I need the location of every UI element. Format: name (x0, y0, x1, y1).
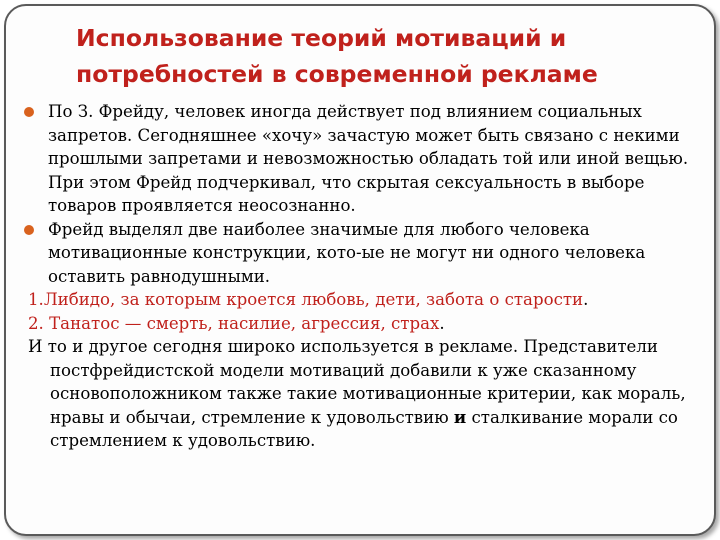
bullet-text-1: По З. Фрейду, человек иногда действует под влиянием социальных запретов. Сегодняшнее «хочу» зачастую может быть связано с некими прошлыми запретами и невозможностью обладать той или иной вещью. При этом Фрейд подчеркивал, что скрытая сексуальность в выборе товаров проявляется неосознанно. (48, 102, 689, 215)
numbered-item-1-text: 1.Либидо, за которым кроется любовь, дети, забота о старости (28, 290, 584, 309)
bullet-dot-icon (24, 225, 34, 235)
numbered-item-1 (20, 288, 710, 312)
numbered-item-1-tail: . (583, 290, 589, 309)
bullet-text-2: Фрейд выделял две наиболее значимые для любого человека мотивационные конструкции, кото-ые не могут ни одного человека оставить равнодушными. (48, 219, 646, 286)
bullet-point-2 (20, 218, 710, 289)
bullet-dot-icon (24, 107, 34, 117)
numbered-item-2-text: 2. Танатос — смерть, насилие, агрессия, страх (28, 313, 440, 333)
bullet-point-1 (20, 100, 710, 218)
slide-content (20, 100, 710, 453)
title-line-2: потребностей в современной рекламе (76, 60, 598, 88)
closing-text-bold: и (453, 406, 467, 427)
numbered-item-2-tail: . (439, 313, 445, 333)
closing-text-b: сталкивание морали со стремлением к удовольствию. (50, 407, 678, 450)
slide (4, 4, 716, 536)
numbered-item-2 (20, 312, 710, 336)
closing-text-a: И то и другое сегодня широко используется в рекламе. Представители постфрейдистской модели мотиваций добавили к уже сказанному основоположником также такие мотивационные критерии, как мораль, нравы и обычаи, стремление к удовольствию (28, 337, 686, 427)
closing-paragraph (20, 335, 710, 453)
slide-title (76, 20, 696, 92)
title-line-1: Использование теорий мотиваций и (76, 24, 567, 52)
